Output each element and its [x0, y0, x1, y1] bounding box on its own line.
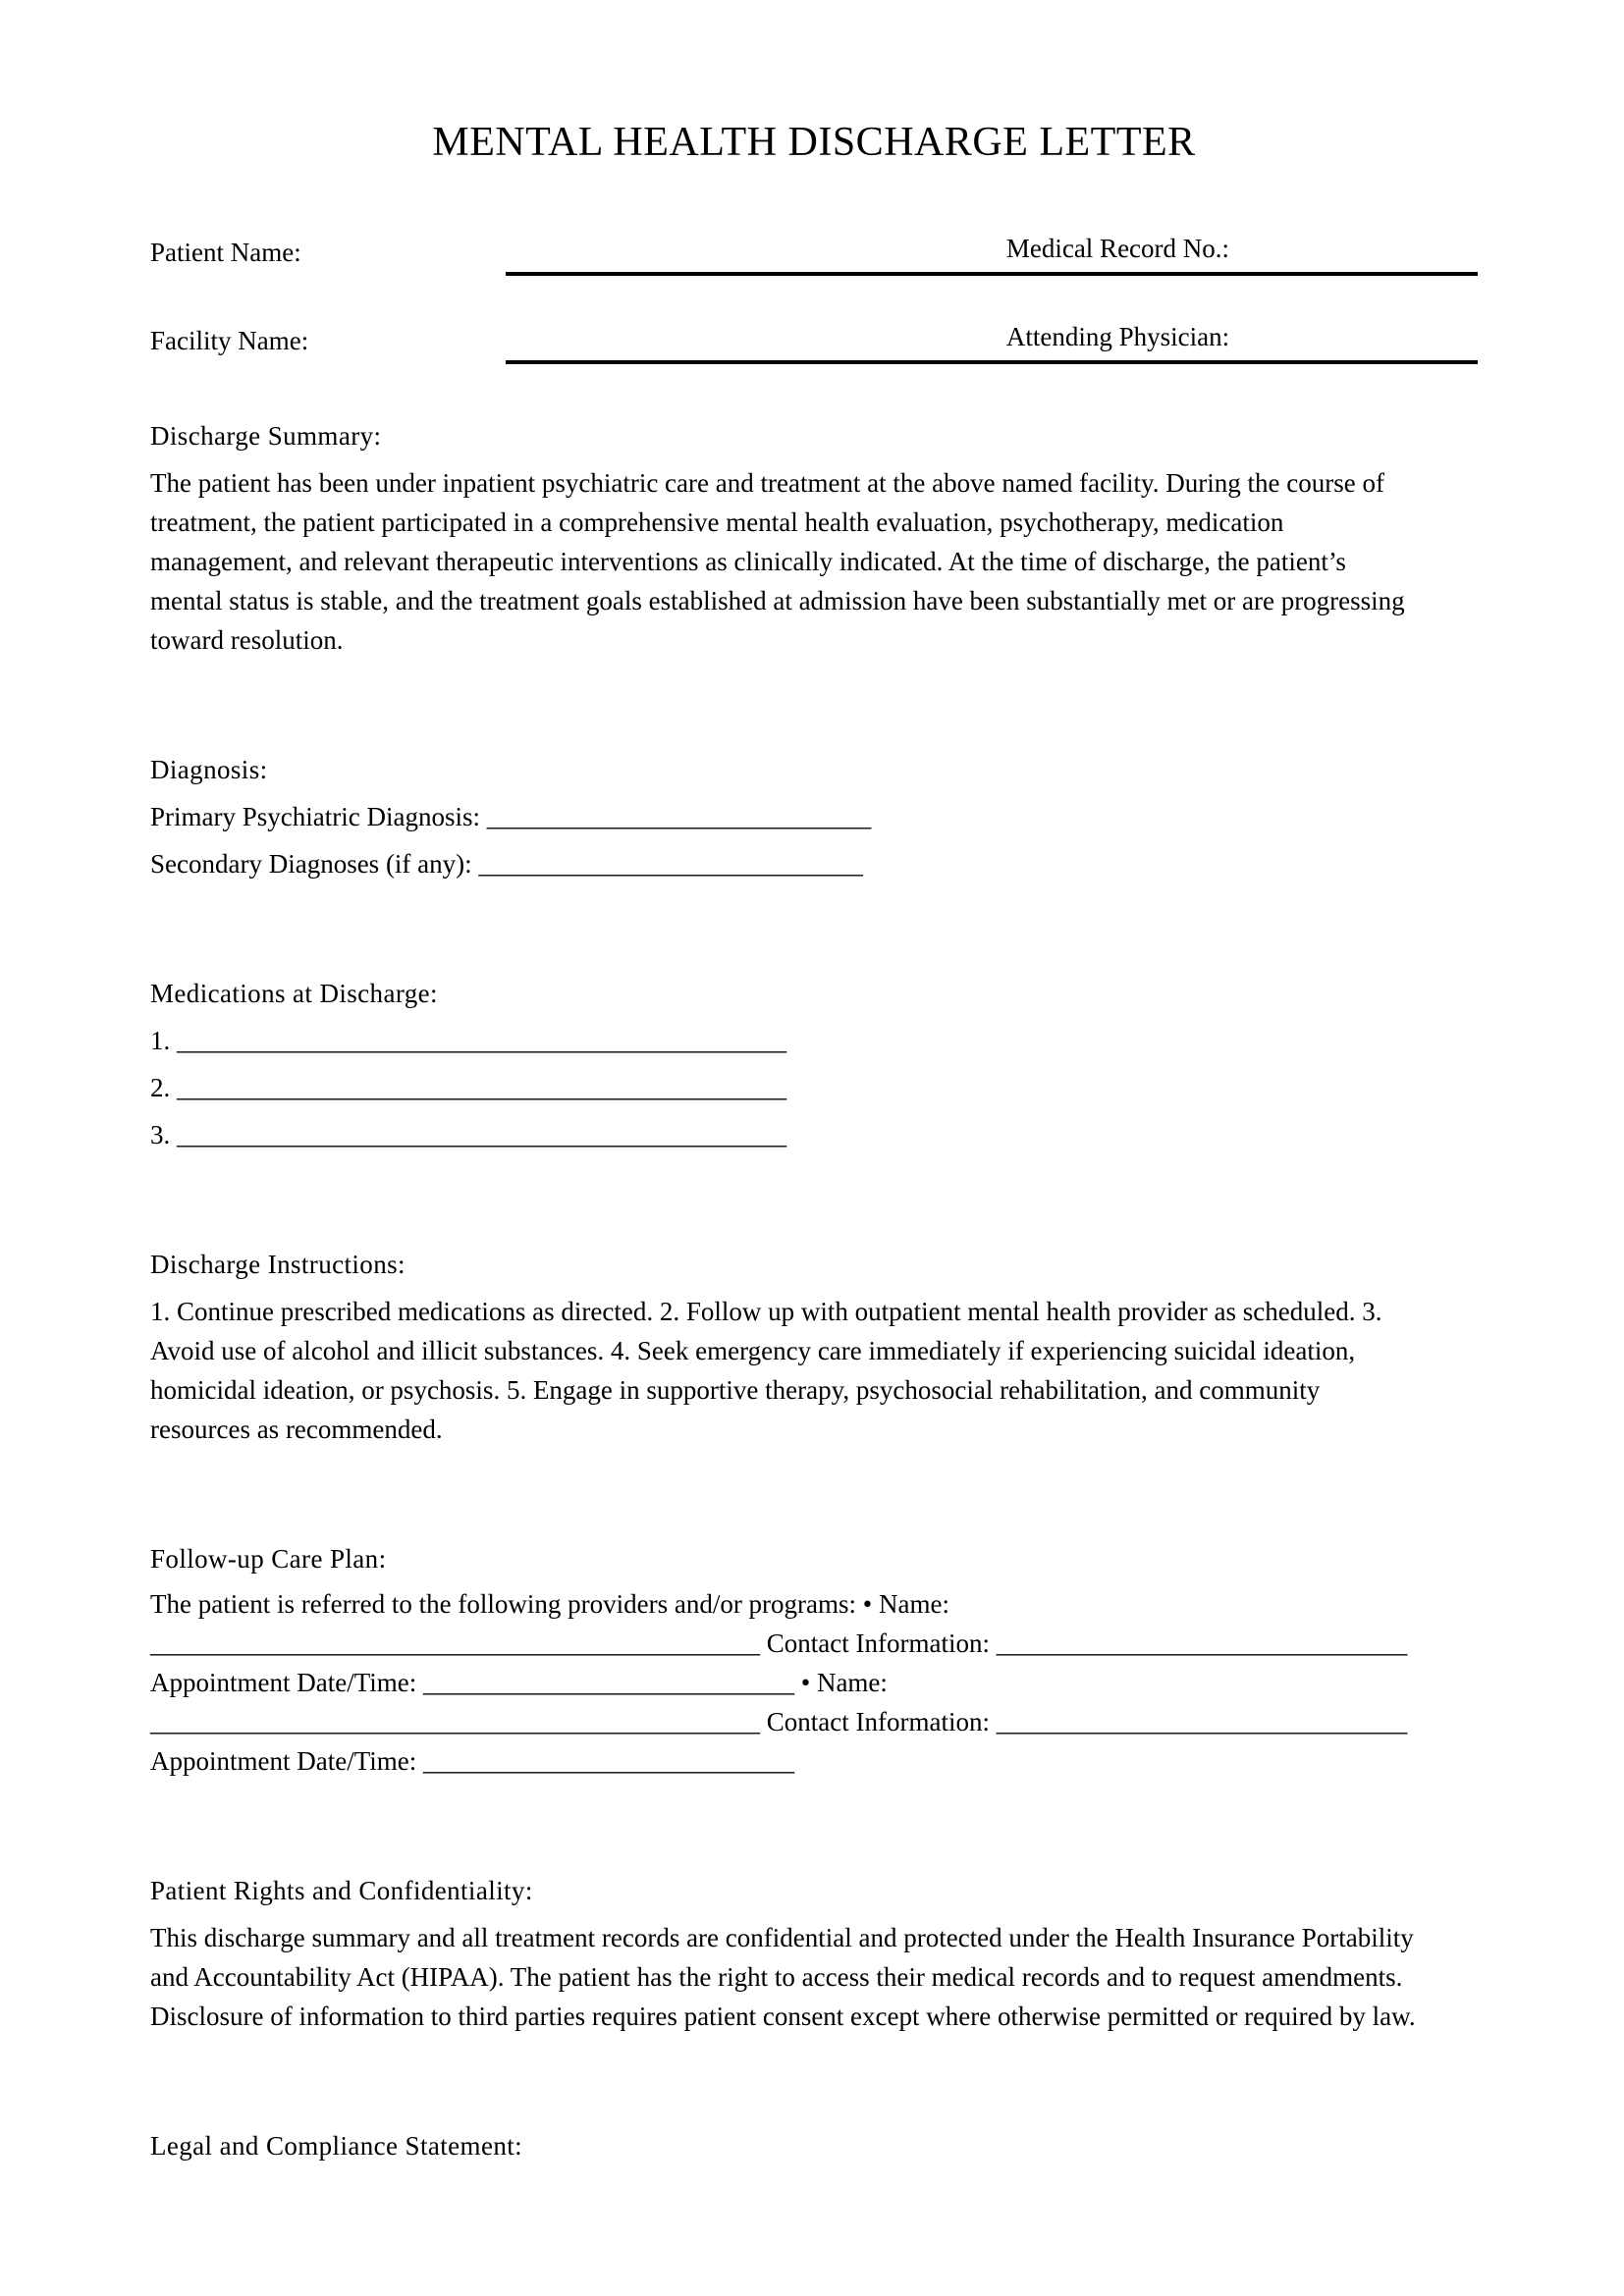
paragraph-line: Avoid use of alcohol and illicit substances. 4. Seek emergency care immediately if experiencing suicidal ideation, [150, 1336, 1356, 1365]
paragraph-line: homicidal ideation, or psychosis. 5. Engage in supportive therapy, psychosocial rehabilitation, and community [150, 1375, 1321, 1405]
facility-physician-row [150, 317, 1478, 364]
primary-diagnosis-line: Primary Psychiatric Diagnosis: _____________________________ [150, 802, 872, 831]
paragraph-line: treatment, the patient participated in a comprehensive mental health evaluation, psychotherapy, medication [150, 507, 1284, 537]
medication-item: 3. ______________________________________________ [150, 1120, 786, 1149]
followup-care-plan-block [150, 1584, 1478, 1781]
paragraph-line: resources as recommended. [150, 1415, 443, 1444]
followup-appointment-line: Appointment Date/Time: ____________________________ [150, 1746, 794, 1776]
paragraph-line: toward resolution. [150, 625, 344, 655]
facility-name-blank-line [506, 317, 1478, 364]
patient-name-label: Patient Name: [150, 238, 301, 267]
medications-block [150, 1021, 1478, 1154]
discharge-summary-paragraph [150, 463, 1478, 660]
medication-item: 1. ______________________________________________ [150, 1026, 786, 1055]
discharge-instructions-paragraph [150, 1292, 1478, 1449]
attending-physician-label: Attending Physician: [1005, 322, 1230, 351]
followup-care-plan-heading: Follow-up Care Plan: [150, 1544, 387, 1574]
patient-record-row [150, 229, 1478, 276]
medication-item: 2. ______________________________________________ [150, 1073, 786, 1102]
paragraph-line: The patient has been under inpatient psychiatric care and treatment at the above named facility. During the course of [150, 468, 1384, 498]
followup-contact-line: ______________________________________________ Contact Information: _______________________________ [150, 1629, 1408, 1658]
paragraph-line: This discharge summary and all treatment records are confidential and protected under the Health Insurance Portability [150, 1923, 1414, 1952]
patient-rights-heading: Patient Rights and Confidentiality: [150, 1876, 533, 1905]
paragraph-line: and Accountability Act (HIPAA). The patient has the right to access their medical records and to request amendments. [150, 1962, 1403, 1992]
page-title: MENTAL HEALTH DISCHARGE LETTER [432, 120, 1196, 165]
paragraph-line: management, and relevant therapeutic interventions as clinically indicated. At the time of discharge, the patient’s [150, 547, 1346, 576]
followup-contact-line: ______________________________________________ Contact Information: _______________________________ [150, 1707, 1408, 1736]
diagnosis-block [150, 797, 1478, 883]
medications-heading: Medications at Discharge: [150, 979, 438, 1008]
patient-rights-paragraph [150, 1918, 1478, 2036]
facility-name-label: Facility Name: [150, 326, 309, 355]
paragraph-line: Disclosure of information to third parties requires patient consent except where otherwise permitted or required by law. [150, 2002, 1416, 2031]
secondary-diagnosis-line: Secondary Diagnoses (if any): _____________________________ [150, 849, 863, 879]
followup-appointment-line: Appointment Date/Time: ____________________________ • Name: [150, 1668, 888, 1697]
paragraph-line: 1. Continue prescribed medications as directed. 2. Follow up with outpatient mental health provider as scheduled. 3. [150, 1297, 1382, 1326]
diagnosis-heading: Diagnosis: [150, 755, 268, 784]
paragraph-line: mental status is stable, and the treatment goals established at admission have been substantially met or are progressing [150, 586, 1405, 615]
legal-compliance-heading: Legal and Compliance Statement: [150, 2131, 523, 2161]
patient-name-blank-line [506, 229, 1478, 276]
medical-record-label: Medical Record No.: [1005, 234, 1230, 263]
followup-referral-line: The patient is referred to the following providers and/or programs: • Name: [150, 1589, 949, 1619]
discharge-instructions-heading: Discharge Instructions: [150, 1250, 406, 1279]
discharge-summary-heading: Discharge Summary: [150, 421, 382, 451]
